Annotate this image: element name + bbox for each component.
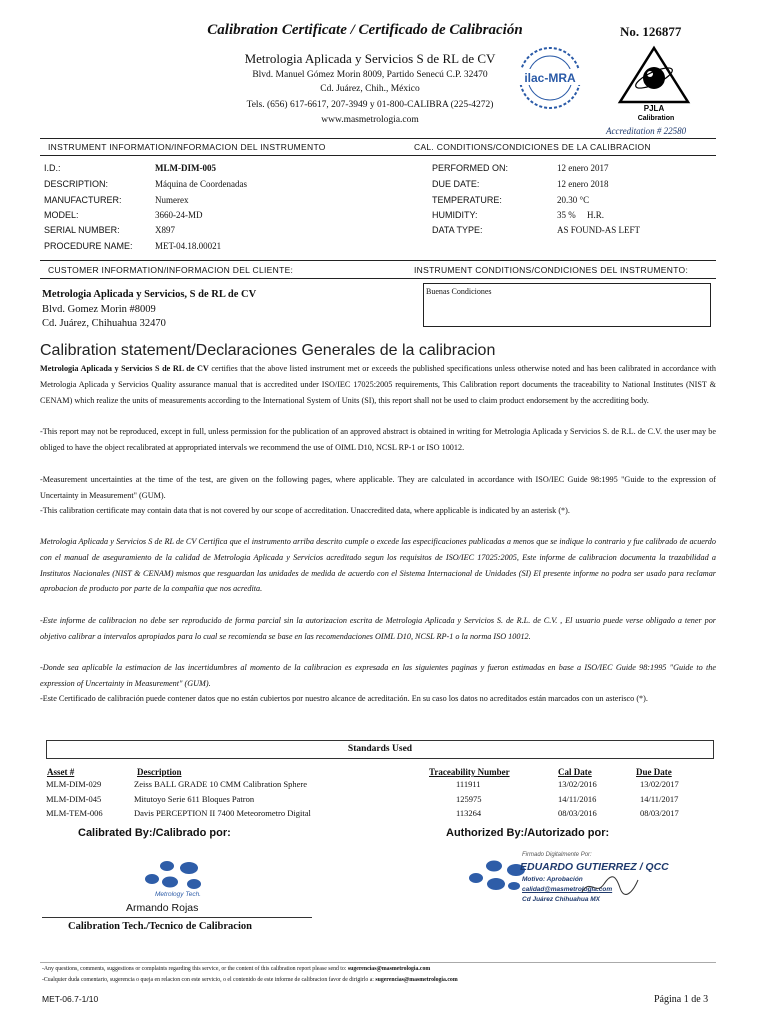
svg-text:PJLA: PJLA (643, 104, 665, 113)
due-date-cell: 13/02/2017 (640, 779, 679, 789)
signature-line (42, 917, 312, 918)
description-cell: Davis PERCEPTION II 7400 Meteorometro Digital (134, 808, 311, 818)
cal-date-cell: 08/03/2016 (558, 808, 597, 818)
humidity-label: HUMIDITY: (432, 210, 478, 220)
company-address: Blvd. Manuel Gómez Morin 8009, Partido Senecú C.P. 32470 (252, 70, 488, 80)
footer-divider (40, 962, 716, 963)
accreditation-number: Accreditation # 22580 (606, 126, 687, 136)
section-divider (40, 278, 716, 279)
customer-name: Metrologia Aplicada y Servicios, S de RL de CV (42, 289, 257, 300)
pjla-logo (616, 44, 692, 122)
ilac-mra-logo (512, 44, 588, 112)
traceability-cell: 113264 (456, 808, 482, 818)
digital-signature-city: Cd Juárez Chihuahua MX (522, 896, 601, 903)
procedure-value: MET-04.18.00021 (155, 241, 222, 251)
description-label: DESCRIPTION: (44, 179, 109, 189)
due-date-label: DUE DATE: (432, 179, 480, 189)
temperature-value: 20.30 °C (557, 195, 590, 205)
serial-value: X897 (155, 225, 175, 235)
cal-date-cell: 14/11/2016 (558, 794, 597, 804)
company-phones: Tels. (656) 617-6617, 207-3949 y 01-800-CALIBRA (225-4272) (246, 100, 494, 110)
page-number: Página 1 de 3 (654, 994, 709, 1005)
calibrated-name: Armando Rojas (126, 902, 199, 914)
statement-paragraph-7: -Donde sea aplicable la estimacion de las incertidumbres al momento de la calibracion es expresada en las siguientes paginas y fueron estimadas en base a ISO/IEC Guide 98:1995 "Guide to the expression of Uncertainty in Measurement" (GUM). (40, 663, 716, 688)
traceability-cell: 125975 (456, 794, 482, 804)
company-city: Cd. Juárez, Chih., México (320, 84, 420, 94)
id-value: MLM-DIM-005 (155, 163, 216, 173)
statement-paragraph-1: Metrologia Aplicada y Servicios S de RL de CV certifies that the above listed instrument met or exceeds the published specifications unless otherwise noted and has been calibrated in accordance with Metrologia Aplicada y Servicios Quality assurance manual that is accredited under ISO/IEC 17025:2005 requirements, This Calibration report documents the traceability to National Institutes (NIST & CENAM) which realize the units of measurements according to the International System of Units (SI), this report shall not be used to claim product endorsement by the accrediting body. (40, 364, 716, 405)
cal-date-cell: 13/02/2016 (558, 779, 597, 789)
calibrated-role: Calibration Tech./Tecnico de Calibracion (68, 921, 252, 932)
manufacturer-value: Numerex (155, 195, 189, 205)
instrument-conditions-value: Buenas Condiciones (426, 287, 492, 296)
instrument-conditions-heading: INSTRUMENT CONDITIONS/CONDICIONES DEL INSTRUMENTO: (414, 265, 689, 275)
procedure-label: PROCEDURE NAME: (44, 241, 133, 251)
form-code: MET-06.7-1/10 (42, 994, 99, 1004)
statement-paragraph-8: -Este Certificado de calibración puede contener datos que no están cubiertos por nuestro alcance de acreditación. En su caso los datos no acreditados están marcados con un asterisco (*). (40, 694, 648, 703)
digital-signature-motivo: Motivo: Aprobación (522, 876, 583, 883)
statement-paragraph-3: -Measurement uncertainties at the time of the test, are given on the following pages, where applicable. They are calculated in accordance with ISO/IEC Guide 98:1995 "Guide to the expression of Uncertainty in Measurement" (GUM). (40, 475, 716, 500)
digital-signature-name: EDUARDO GUTIERREZ / QCC (520, 861, 669, 873)
instrument-conditions-box (423, 283, 711, 327)
statement-title: Calibration statement/Declaraciones Generales de la calibracion (40, 342, 496, 359)
digital-signature-email[interactable]: calidad@masmetrologia.com (522, 886, 613, 893)
calibrated-by-label: Calibrated By:/Calibrado por: (78, 827, 231, 839)
footer-spanish-note: -Cualquier duda comentario, sugerencia o queja en relacion con este servicio, o el contenido de este informe de calibracion favor de dirigirlo a: sugerencias@masmetrologia.com (42, 977, 458, 983)
performed-on-value: 12 enero 2017 (557, 163, 609, 173)
standards-header-due-date: Due Date (636, 767, 672, 777)
description-cell: Mitutoyo Serie 611 Bloques Patron (134, 794, 255, 804)
footer-email[interactable]: sugerencias@masmetrologia.com (375, 977, 458, 983)
statement-paragraph-4: -This calibration certificate may contain data that is not covered by our scope of accreditation. Unaccredited data, where applicable is indicated by an asterisk (*). (40, 506, 570, 515)
customer-address: Blvd. Gomez Morin #8009 (42, 304, 156, 315)
footer-email[interactable]: sugerencias@masmetrologia.com (347, 966, 431, 972)
svg-text:Calibration: Calibration (637, 115, 675, 122)
metrology-tech-stamp (138, 846, 218, 898)
certificate-title: Calibration Certificate / Certificado de Calibración (207, 22, 523, 38)
model-label: MODEL: (44, 210, 79, 220)
svg-text:ilac-MRA: ilac-MRA (524, 71, 576, 85)
handwritten-signature (580, 874, 640, 898)
performed-on-label: PERFORMED ON: (432, 163, 509, 173)
humidity-value: 35 % H.R. (557, 210, 604, 220)
due-date-value: 12 enero 2018 (557, 179, 609, 189)
company-website[interactable]: www.masmetrologia.com (321, 115, 419, 125)
data-type-value: AS FOUND-AS LEFT (557, 225, 641, 235)
customer-heading: CUSTOMER INFORMATION/INFORMACION DEL CLIENTE: (48, 265, 294, 275)
temperature-label: TEMPERATURE: (432, 195, 502, 205)
traceability-cell: 111911 (456, 779, 481, 789)
description-cell: Zeiss BALL GRADE 10 CMM Calibration Sphere (134, 779, 307, 789)
statement-paragraph-5: Metrologia Aplicada y Servicios S de RL de CV Certifica que el instrumento arriba descrito cumple o excede las especificaciones publicadas a menos que se indique lo contrario y fue calibrado de acuerdo con el manual de aseguramiento de la calidad de Metrologia Aplicada y Servicios acreditado segun los requisitos de ISO/IEC 17025:2005, Este informe de calibracion documenta la trazabilidad a Institutos Nacionales (NIST & CENAM) mismos que resguardan las unidades de medida de acuerdo con el Sistema Internacional de Unidades (SI) El presente informe no podra ser usado para reclamar aprobacion de producto por parte de la compañia que nos acredita. (40, 537, 716, 594)
statement-paragraph-6: -Este informe de calibracion no debe ser reproducido de forma parcial sin la autorizacion escrita de Metrologia Aplicada y Servicios S. de R.L. de C.V. , El usuario puede verse obligado a tener por objetivo calibrar a intervalos apropiados para lo cual se recomienda se base en las recomendaciones OIML D10, NCSL RP-1 o la norma ISO 10012. (40, 616, 716, 641)
statement-company-bold: Metrologia Aplicada y Servicios S de RL de CV (40, 364, 209, 373)
model-value: 3660-24-MD (155, 210, 203, 220)
section-divider (40, 260, 716, 261)
table-row (46, 779, 706, 793)
due-date-cell: 08/03/2017 (640, 808, 679, 818)
standards-header-asset: Asset # (47, 767, 75, 777)
authorized-by-label: Authorized By:/Autorizado por: (446, 827, 610, 839)
statement-paragraph-2: -This report may not be reproduced, except in full, unless permission for the publication of an approved abstract is obtained in writing for Metrologia Aplicada y Servicios S. de R.L. de C.V. the user may be obliged to have the object recalibrated at appropriated intervals we recommend the use of OIML D10, NCSL RP-1 or ISO 10012. (40, 427, 716, 452)
certificate-number: No. 126877 (620, 24, 682, 39)
description-value: Máquina de Coordenadas (155, 179, 247, 189)
instrument-info-heading: INSTRUMENT INFORMATION/INFORMACION DEL INSTRUMENTO (48, 142, 326, 152)
standards-header-cal-date: Cal Date (558, 767, 592, 777)
asset-cell: MLM-DIM-045 (46, 794, 102, 804)
id-label: I.D.: (44, 163, 61, 173)
data-type-label: DATA TYPE: (432, 225, 483, 235)
standards-used-title: Standards Used (46, 740, 714, 759)
company-name: Metrologia Aplicada y Servicios S de RL de CV (244, 51, 496, 66)
footer-english-note: -Any questions, comments, suggestions or complaints regarding this service, or the content of this calibration report please send to: sugerencias@masmetrologia.com (42, 966, 431, 972)
standards-header-description: Description (137, 767, 182, 777)
asset-cell: MLM-TEM-006 (46, 808, 103, 818)
table-row (46, 808, 706, 822)
serial-label: SERIAL NUMBER: (44, 225, 120, 235)
svg-text:Metrology Tech.: Metrology Tech. (154, 891, 202, 898)
section-divider (40, 138, 716, 139)
manufacturer-label: MANUFACTURER: (44, 195, 122, 205)
asset-cell: MLM-DIM-029 (46, 779, 102, 789)
due-date-cell: 14/11/2017 (640, 794, 679, 804)
standards-header-traceability: Traceability Number (429, 767, 510, 777)
table-row (46, 794, 706, 808)
section-divider (40, 155, 716, 156)
customer-city: Cd. Juárez, Chihuahua 32470 (42, 318, 166, 329)
digital-signature-heading: Firmado Digitalmente Por: (522, 852, 592, 858)
cal-conditions-heading: CAL. CONDITIONS/CONDICIONES DE LA CALIBRACION (414, 142, 651, 152)
